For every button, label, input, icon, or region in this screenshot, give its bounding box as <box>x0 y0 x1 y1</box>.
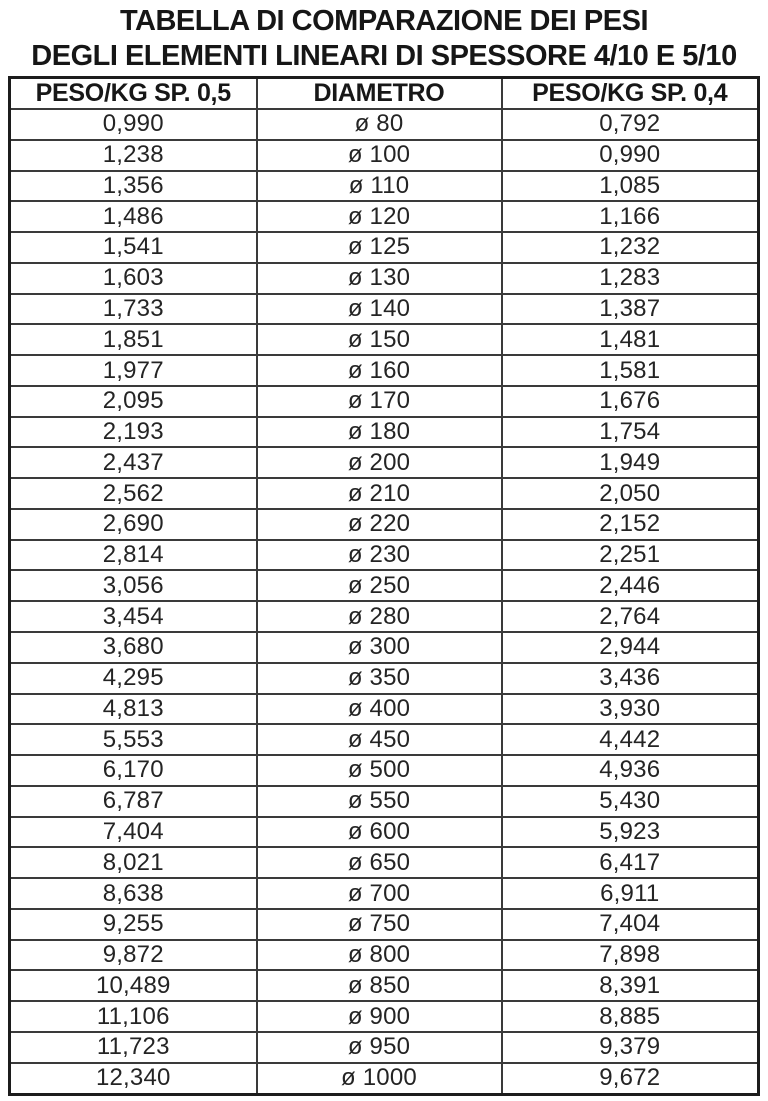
page-title <box>0 0 768 74</box>
table-row <box>10 970 759 1001</box>
table-cell: 2,944 <box>502 632 759 663</box>
table-cell: ø 250 <box>257 570 502 601</box>
table-cell: 3,454 <box>10 601 257 632</box>
table-cell: 1,949 <box>502 447 759 478</box>
table-cell: 8,638 <box>10 878 257 909</box>
table-cell: ø 180 <box>257 417 502 448</box>
table-cell: ø 80 <box>257 109 502 140</box>
table-cell: ø 350 <box>257 663 502 694</box>
table-cell: ø 650 <box>257 847 502 878</box>
table-cell: 2,764 <box>502 601 759 632</box>
table-row <box>10 294 759 325</box>
table-row <box>10 509 759 540</box>
table-row <box>10 755 759 786</box>
table-cell: ø 750 <box>257 909 502 940</box>
table-cell: ø 125 <box>257 232 502 263</box>
table-row <box>10 540 759 571</box>
table-cell: 8,885 <box>502 1001 759 1032</box>
table-cell: 1,387 <box>502 294 759 325</box>
table-cell: 1,676 <box>502 386 759 417</box>
table-cell: 2,095 <box>10 386 257 417</box>
table-cell: 9,672 <box>502 1063 759 1095</box>
table-cell: 4,442 <box>502 724 759 755</box>
table-cell: 5,923 <box>502 817 759 848</box>
table-cell: 1,481 <box>502 324 759 355</box>
table-cell: ø 170 <box>257 386 502 417</box>
table-cell: 7,898 <box>502 940 759 971</box>
table-cell: ø 280 <box>257 601 502 632</box>
col-header-peso-sp05: PESO/KG SP. 0,5 <box>10 78 257 110</box>
table-cell: ø 160 <box>257 355 502 386</box>
table-cell: 1,232 <box>502 232 759 263</box>
table-cell: 1,166 <box>502 201 759 232</box>
table-row <box>10 171 759 202</box>
table-cell: ø 120 <box>257 201 502 232</box>
table-row <box>10 447 759 478</box>
col-header-peso-sp04: PESO/KG SP. 0,4 <box>502 78 759 110</box>
table-cell: 1,238 <box>10 140 257 171</box>
table-cell: 2,690 <box>10 509 257 540</box>
table-cell: 1,541 <box>10 232 257 263</box>
table-row <box>10 201 759 232</box>
table-row <box>10 232 759 263</box>
table-cell: ø 800 <box>257 940 502 971</box>
table-cell: ø 900 <box>257 1001 502 1032</box>
table-row <box>10 724 759 755</box>
table-cell: 2,814 <box>10 540 257 571</box>
table-cell: ø 110 <box>257 171 502 202</box>
table-cell: 1,085 <box>502 171 759 202</box>
table-row <box>10 1032 759 1063</box>
table-row <box>10 847 759 878</box>
table-row <box>10 570 759 601</box>
table-cell: 4,295 <box>10 663 257 694</box>
table-cell: 10,489 <box>10 970 257 1001</box>
table-row <box>10 940 759 971</box>
table-row <box>10 786 759 817</box>
table-cell: 8,391 <box>502 970 759 1001</box>
table-cell: ø 100 <box>257 140 502 171</box>
table-cell: 8,021 <box>10 847 257 878</box>
table-cell: 4,936 <box>502 755 759 786</box>
table-cell: 2,446 <box>502 570 759 601</box>
table-cell: ø 200 <box>257 447 502 478</box>
table-cell: 1,486 <box>10 201 257 232</box>
table-cell: 3,930 <box>502 694 759 725</box>
table-row <box>10 324 759 355</box>
table-cell: 11,106 <box>10 1001 257 1032</box>
table-row <box>10 694 759 725</box>
table-cell: 1,581 <box>502 355 759 386</box>
table-cell: 1,733 <box>10 294 257 325</box>
table-cell: ø 500 <box>257 755 502 786</box>
table-cell: ø 550 <box>257 786 502 817</box>
table-cell: 2,437 <box>10 447 257 478</box>
table-row <box>10 1001 759 1032</box>
table-cell: 5,553 <box>10 724 257 755</box>
table-cell: 12,340 <box>10 1063 257 1095</box>
table-cell: 2,193 <box>10 417 257 448</box>
table-cell: 7,404 <box>502 909 759 940</box>
table-cell: 1,283 <box>502 263 759 294</box>
table-cell: ø 850 <box>257 970 502 1001</box>
table-cell: 9,872 <box>10 940 257 971</box>
table-cell: ø 150 <box>257 324 502 355</box>
table-cell: 2,152 <box>502 509 759 540</box>
table-cell: 0,990 <box>10 109 257 140</box>
table-cell: ø 700 <box>257 878 502 909</box>
table-cell: 6,417 <box>502 847 759 878</box>
col-header-diametro: DIAMETRO <box>257 78 502 110</box>
table-cell: 9,379 <box>502 1032 759 1063</box>
header-row <box>10 78 759 110</box>
table-row <box>10 909 759 940</box>
table-cell: 3,056 <box>10 570 257 601</box>
table-row <box>10 601 759 632</box>
table-cell: ø 140 <box>257 294 502 325</box>
table-cell: 9,255 <box>10 909 257 940</box>
table-row <box>10 632 759 663</box>
table-cell: ø 220 <box>257 509 502 540</box>
table-row <box>10 386 759 417</box>
table-row <box>10 663 759 694</box>
table-row <box>10 817 759 848</box>
table-cell: 6,787 <box>10 786 257 817</box>
table-cell: 3,436 <box>502 663 759 694</box>
table-cell: 1,977 <box>10 355 257 386</box>
table-cell: 1,754 <box>502 417 759 448</box>
table-cell: ø 950 <box>257 1032 502 1063</box>
table-cell: 2,050 <box>502 478 759 509</box>
table-row <box>10 355 759 386</box>
table-cell: ø 300 <box>257 632 502 663</box>
table-row <box>10 109 759 140</box>
table-cell: ø 130 <box>257 263 502 294</box>
table-cell: 2,562 <box>10 478 257 509</box>
table-row <box>10 417 759 448</box>
table-cell: 0,792 <box>502 109 759 140</box>
table-row <box>10 878 759 909</box>
table-cell: 7,404 <box>10 817 257 848</box>
table-row <box>10 1063 759 1095</box>
table-cell: 5,430 <box>502 786 759 817</box>
table-cell: ø 450 <box>257 724 502 755</box>
weight-comparison-table <box>8 76 760 1096</box>
table-cell: ø 600 <box>257 817 502 848</box>
table-cell: 6,170 <box>10 755 257 786</box>
table-body <box>10 109 759 1095</box>
table-cell: ø 1000 <box>257 1063 502 1095</box>
table-row <box>10 140 759 171</box>
table-cell: 4,813 <box>10 694 257 725</box>
title-line-1: TABELLA DI COMPARAZIONE DEI PESI <box>119 5 649 37</box>
table-cell: ø 230 <box>257 540 502 571</box>
table-cell: 3,680 <box>10 632 257 663</box>
table-cell: 2,251 <box>502 540 759 571</box>
table-header <box>10 78 759 110</box>
table-row <box>10 478 759 509</box>
table-cell: 0,990 <box>502 140 759 171</box>
table-cell: ø 400 <box>257 694 502 725</box>
table-cell: 11,723 <box>10 1032 257 1063</box>
table-cell: 1,603 <box>10 263 257 294</box>
table-cell: 1,356 <box>10 171 257 202</box>
table-cell: 6,911 <box>502 878 759 909</box>
table-cell: 1,851 <box>10 324 257 355</box>
table-row <box>10 263 759 294</box>
title-line-2: DEGLI ELEMENTI LINEARI DI SPESSORE 4/10 E 5/10 <box>31 40 737 72</box>
table-cell: ø 210 <box>257 478 502 509</box>
